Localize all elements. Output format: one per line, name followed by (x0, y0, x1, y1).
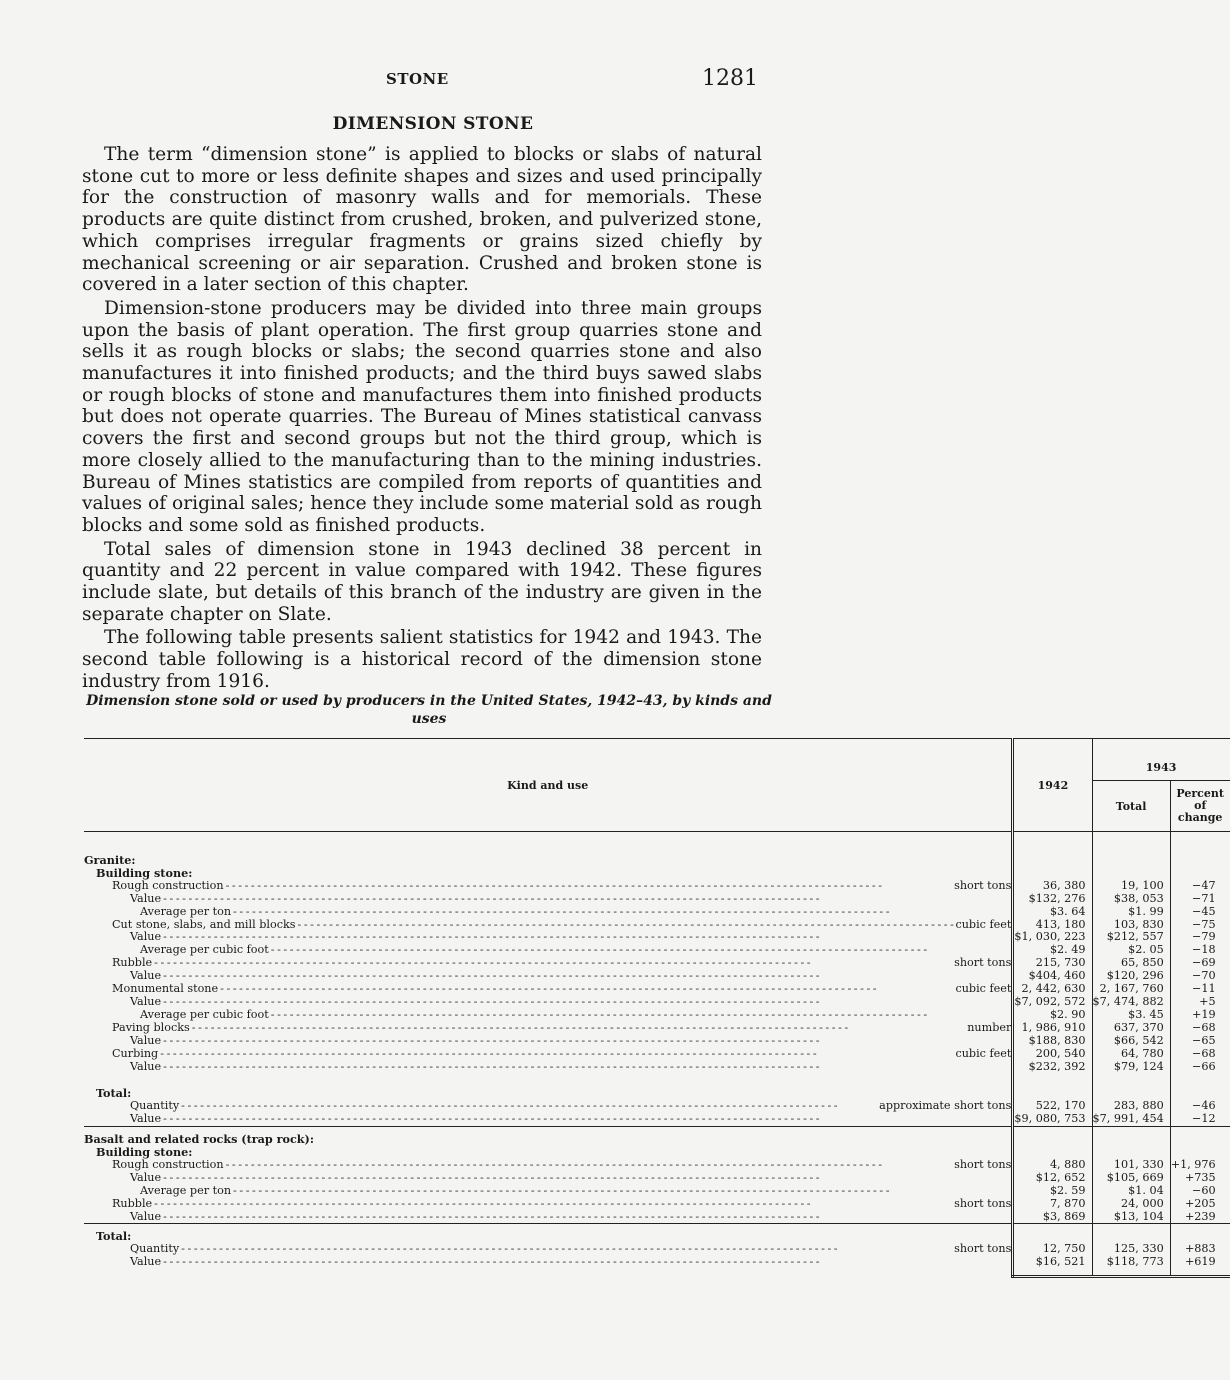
row-label: Value (130, 1209, 162, 1223)
value-1943-total (1092, 1133, 1170, 1146)
percent-change: +239 (1170, 1211, 1229, 1224)
table-row (84, 880, 1230, 893)
value-1943-total: $3. 45 (1092, 1009, 1170, 1022)
value-1942: $16, 521 (1013, 1256, 1092, 1269)
table-row (84, 1211, 1230, 1224)
row-label: Total: (96, 1229, 132, 1244)
table-row (84, 1198, 1230, 1211)
value-1943-total: $79, 124 (1092, 1061, 1170, 1074)
value-1942: 522, 170 (1013, 1100, 1092, 1113)
percent-change (1170, 854, 1229, 867)
value-1942: 4, 880 (1013, 1159, 1092, 1172)
value-1943-total (1092, 867, 1170, 880)
value-1942: $1, 030, 223 (1013, 931, 1092, 944)
percent-change: −12 (1170, 1113, 1229, 1126)
table-body (84, 832, 1230, 1277)
value-1943-total: 24, 000 (1092, 1198, 1170, 1211)
percent-change: −46 (1170, 1100, 1229, 1113)
header-1943: 1943 (1092, 739, 1230, 781)
value-1943-total: $105, 669 (1092, 1172, 1170, 1185)
value-1943-total: $1. 99 (1092, 906, 1170, 919)
value-1942: $3, 869 (1013, 1211, 1092, 1224)
row-label: Paving blocks (112, 1020, 190, 1034)
value-1942: $404, 460 (1013, 970, 1092, 983)
value-1942: 7, 870 (1013, 1198, 1092, 1211)
row-label: Value (130, 1112, 162, 1126)
percent-change: +619 (1170, 1256, 1229, 1269)
leader-dots (271, 1009, 1012, 1022)
table-row (84, 1035, 1230, 1048)
leader-dots (163, 1211, 1011, 1224)
percent-change: −65 (1170, 1035, 1229, 1048)
value-1943-total (1092, 854, 1170, 867)
row-label: Average per ton (140, 1183, 232, 1197)
row-label: Average per cubic foot (140, 1007, 269, 1021)
percent-change: −69 (1170, 957, 1229, 970)
table-row (84, 1159, 1230, 1172)
table-row (84, 1133, 1230, 1146)
value-1942: 200, 540 (1013, 1048, 1092, 1061)
percent-change: +883 (1170, 1243, 1229, 1256)
percent-change: −47 (1170, 880, 1229, 893)
value-1943-total: 125, 330 (1092, 1243, 1170, 1256)
row-unit: short tons (954, 1157, 1012, 1171)
leader-dots (163, 996, 1011, 1009)
value-1942: $132, 276 (1013, 893, 1092, 906)
row-unit: approximate short tons (879, 1099, 1012, 1113)
row-label: Value (130, 994, 162, 1008)
value-1943-total: 64, 780 (1092, 1048, 1170, 1061)
body-text (82, 144, 762, 695)
value-1943-total: 101, 330 (1092, 1159, 1170, 1172)
row-label: Value (130, 930, 162, 944)
table-row (84, 1113, 1230, 1126)
percent-change: −68 (1170, 1022, 1229, 1035)
table-row (84, 1009, 1230, 1022)
value-1943-total: $2. 05 (1092, 944, 1170, 957)
percent-change: +5 (1170, 996, 1229, 1009)
row-label: Rough construction (112, 1157, 224, 1171)
value-1943-total: $1. 04 (1092, 1185, 1170, 1198)
header-percent-change: Percent of change (1170, 781, 1229, 832)
value-1943-total: $13, 104 (1092, 1211, 1170, 1224)
percent-change (1170, 1133, 1229, 1146)
leader-dots (154, 1198, 952, 1211)
header-1942: 1942 (1013, 739, 1092, 832)
value-1943-total: $120, 296 (1092, 970, 1170, 983)
paragraph: The term “dimension stone” is applied to blocks or slabs of natural stone cut to more or less definite shapes and sizes and used principally for the construction of masonry walls and for memorials. These products are quite distinct from crushed, broken, and pulverized stone, which comprises irregular fragments or grains sized chiefly by mechanical screening or air separation. Crushed and broken stone is covered in a later section of this chapter. (82, 144, 762, 296)
row-label: Building stone: (96, 1145, 193, 1160)
value-1943-total (1092, 1146, 1170, 1159)
percent-change: −68 (1170, 1048, 1229, 1061)
row-unit: cubic feet (955, 917, 1012, 931)
percent-change: −79 (1170, 931, 1229, 944)
value-1942: $2. 49 (1013, 944, 1092, 957)
table-caption: Dimension stone sold or used by producers in the United States, 1942–43, by kinds and uses (86, 693, 772, 727)
table-row (84, 1185, 1230, 1198)
value-1943-total: 2, 167, 760 (1092, 983, 1170, 996)
percent-change: −70 (1170, 970, 1229, 983)
row-label: Value (130, 1059, 162, 1073)
row-label: Cut stone, slabs, and mill blocks (112, 917, 296, 931)
leader-dots (233, 1185, 1011, 1198)
row-label: Building stone: (96, 865, 193, 880)
value-1942: 215, 730 (1013, 957, 1092, 970)
row-unit: cubic feet (955, 1046, 1012, 1060)
value-1942: $2. 90 (1013, 1009, 1092, 1022)
percent-change (1170, 1146, 1229, 1159)
value-1943-total: $7, 991, 454 (1092, 1113, 1170, 1126)
percent-change: +205 (1170, 1198, 1229, 1211)
percent-change: −18 (1170, 944, 1229, 957)
leader-dots (163, 1256, 1011, 1269)
leader-dots (226, 1159, 953, 1172)
percent-change (1170, 867, 1229, 880)
table-row (84, 893, 1230, 906)
value-1942 (1013, 854, 1092, 867)
percent-change: −11 (1170, 983, 1229, 996)
value-1943-total: 283, 880 (1092, 1100, 1170, 1113)
header-total: Total (1092, 781, 1170, 832)
paragraph: Total sales of dimension stone in 1943 declined 38 percent in quantity and 22 percent in value compared with 1942. These figures include slate, but details of this branch of the industry are given in the separate chapter on Slate. (82, 538, 762, 625)
value-1943-total: $7, 474, 882 (1092, 996, 1170, 1009)
value-1943-total: 65, 850 (1092, 957, 1170, 970)
value-1942: $2. 59 (1013, 1185, 1092, 1198)
row-label: Quantity (130, 1099, 180, 1113)
stats-table (84, 738, 1230, 1278)
value-1943-total: $212, 557 (1092, 931, 1170, 944)
value-1942: 36, 380 (1013, 880, 1092, 893)
value-1942 (1013, 1146, 1092, 1159)
table-row (84, 1061, 1230, 1074)
value-1942 (1013, 867, 1092, 880)
row-label: Average per cubic foot (140, 943, 269, 957)
row-unit: short tons (954, 878, 1012, 892)
leader-dots (163, 1035, 1011, 1048)
value-1942: 1, 986, 910 (1013, 1022, 1092, 1035)
row-label: Basalt and related rocks (trap rock): (84, 1132, 314, 1147)
row-label: Rubble (112, 1196, 153, 1210)
leader-dots (192, 1022, 965, 1035)
value-1942: $232, 392 (1013, 1061, 1092, 1074)
table-row (84, 906, 1230, 919)
paragraph: Dimension-stone producers may be divided into three main groups upon the basis of plant operation. The first group quarries stone and sells it as rough blocks or slabs; the second quarries stone and also manufactures it into finished products; and the third buys sawed slabs or rough blocks of stone and manufactures them into finished products but does not operate quarries. The Bureau of Mines statistical canvass covers the first and second groups but not the third group, which is more closely allied to the manufacturing than to the mining industries. Bureau of Mines statistics are compiled from reports of quantities and values of original sales; hence they include some material sold as rough blocks and some sold as finished products. (82, 297, 762, 536)
paragraph: The following table presents salient statistics for 1942 and 1943. The second table following is a historical record of the dimension stone industry from 1916. (82, 627, 762, 692)
row-label: Total: (96, 1086, 132, 1101)
row-unit: cubic feet (955, 982, 1012, 996)
table-row (84, 854, 1230, 867)
leader-dots (163, 893, 1011, 906)
row-label: Value (130, 1255, 162, 1269)
value-1943-total: 637, 370 (1092, 1022, 1170, 1035)
value-1942: $7, 092, 572 (1013, 996, 1092, 1009)
row-label: Monumental stone (112, 982, 219, 996)
value-1942: $12, 652 (1013, 1172, 1092, 1185)
percent-change: −75 (1170, 919, 1229, 932)
value-1943-total: $118, 773 (1092, 1256, 1170, 1269)
row-unit: number (967, 1020, 1012, 1034)
percent-change: −66 (1170, 1061, 1229, 1074)
value-1942: $3. 64 (1013, 906, 1092, 919)
percent-change: +19 (1170, 1009, 1229, 1022)
leader-dots (233, 906, 1011, 919)
row-label: Granite: (84, 853, 136, 867)
value-1942 (1013, 1133, 1092, 1146)
table-row (84, 1022, 1230, 1035)
row-unit: short tons (954, 1196, 1012, 1210)
value-1943-total: 19, 100 (1092, 880, 1170, 893)
table-row (84, 1048, 1230, 1061)
page-number: 1281 (702, 66, 758, 91)
row-label: Value (130, 1170, 162, 1184)
table-row (84, 1146, 1230, 1159)
row-label: Rough construction (112, 878, 224, 892)
percent-change: +735 (1170, 1172, 1229, 1185)
value-1942: 12, 750 (1013, 1243, 1092, 1256)
section-title: DIMENSION STONE (332, 114, 534, 134)
value-1942: 413, 180 (1013, 919, 1092, 932)
leader-dots (226, 880, 953, 893)
header-kind-and-use: Kind and use (84, 739, 1013, 832)
table-row (84, 1256, 1230, 1269)
table-row (84, 996, 1230, 1009)
row-unit: short tons (954, 1242, 1012, 1256)
value-1942: $188, 830 (1013, 1035, 1092, 1048)
row-label: Value (130, 1033, 162, 1047)
leader-dots (163, 1113, 1011, 1126)
row-label: Quantity (130, 1242, 180, 1256)
value-1942: $9, 080, 753 (1013, 1113, 1092, 1126)
row-label: Value (130, 891, 162, 905)
table-row (84, 867, 1230, 880)
value-1942: 2, 442, 630 (1013, 983, 1092, 996)
value-1943-total: 103, 830 (1092, 919, 1170, 932)
leader-dots (163, 1172, 1011, 1185)
leader-dots (163, 1061, 1011, 1074)
row-label: Average per ton (140, 904, 232, 918)
row-label: Curbing (112, 1046, 159, 1060)
percent-change: −45 (1170, 906, 1229, 919)
row-label: Rubble (112, 956, 153, 970)
percent-change: −71 (1170, 893, 1229, 906)
value-1943-total: $66, 542 (1092, 1035, 1170, 1048)
value-1943-total: $38, 053 (1092, 893, 1170, 906)
percent-change: −60 (1170, 1185, 1229, 1198)
leader-dots (160, 1048, 953, 1061)
table-row (84, 1172, 1230, 1185)
row-label: Value (130, 969, 162, 983)
running-head (0, 66, 866, 90)
running-title: STONE (386, 70, 449, 88)
row-unit: short tons (954, 956, 1012, 970)
percent-change: +1, 976 (1170, 1159, 1229, 1172)
